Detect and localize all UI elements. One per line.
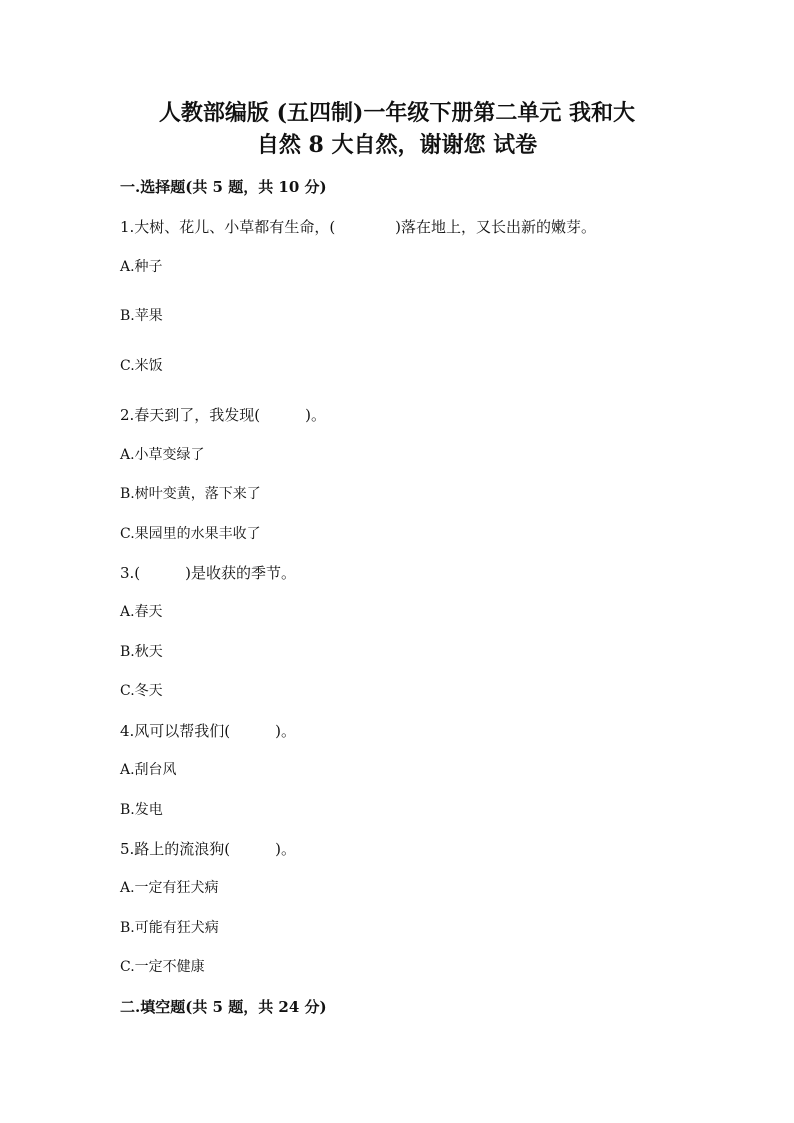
answer-option: C.米饭 [120, 358, 163, 374]
document-title-line-1: 人教部编版 (五四制)一年级下册第二单元 我和大 [158, 100, 636, 126]
answer-option: B.可能有狂犬病 [120, 920, 219, 936]
answer-option: B.苹果 [120, 308, 163, 324]
question-stem: 5.路上的流浪狗( )。 [120, 840, 297, 858]
question-stem: 4.风可以帮我们( )。 [120, 722, 297, 740]
answer-option: A.春天 [120, 604, 163, 620]
answer-option: C.冬天 [120, 683, 163, 699]
question-stem: 2.春天到了，我发现( )。 [120, 406, 327, 424]
answer-option: A.小草变绿了 [120, 447, 205, 463]
answer-option: A.刮台风 [120, 762, 177, 778]
answer-option: B.树叶变黄，落下来了 [120, 486, 261, 502]
question-stem: 3.( )是收获的季节。 [120, 564, 297, 582]
answer-option: A.一定有狂犬病 [120, 880, 219, 896]
question-stem: 1.大树、花儿、小草都有生命，( )落在地上，又长出新的嫩芽。 [120, 218, 597, 236]
section-heading-multiple-choice: 一.选择题(共 5 题，共 10 分) [120, 178, 327, 196]
answer-option: C.一定不健康 [120, 959, 205, 975]
answer-option: B.秋天 [120, 644, 163, 660]
section-heading-fill-in-blank: 二.填空题(共 5 题，共 24 分) [120, 998, 327, 1016]
document-title-line-2: 自然 8 大自然，谢谢您 试卷 [256, 132, 538, 158]
answer-option: C.果园里的水果丰收了 [120, 526, 261, 542]
answer-option: A.种子 [120, 259, 163, 275]
answer-option: B.发电 [120, 802, 163, 818]
